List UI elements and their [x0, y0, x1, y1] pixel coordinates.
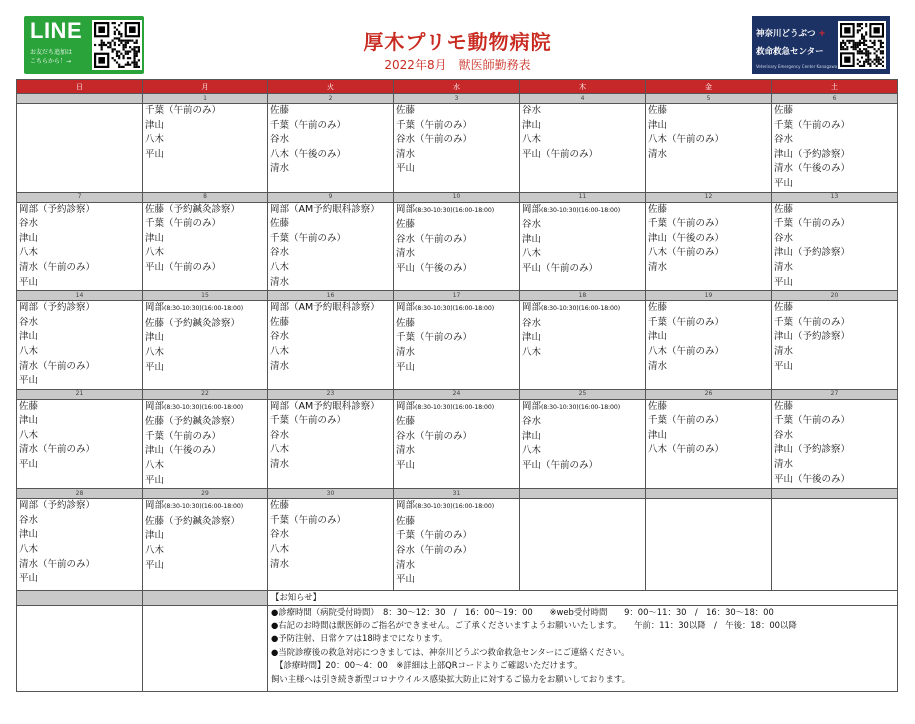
day-cell [143, 104, 268, 193]
staff-entry: 佐藤 [396, 416, 416, 428]
staff-entry: 平山 [396, 163, 416, 175]
staff-entry: 清水 [774, 345, 794, 357]
date-number: 7 [17, 192, 143, 202]
day-cell [394, 301, 520, 390]
staff-entry: 谷水 [270, 247, 290, 259]
staff-hours: (8:30-10:30)(16:00-18:00) [415, 503, 495, 511]
weekday-sat: 土 [772, 80, 898, 94]
staff-entry [396, 301, 517, 317]
staff-entry: 八木 [522, 248, 542, 260]
line-logo: LINE [30, 18, 83, 43]
day-cell [520, 499, 646, 591]
staff-entry: 佐藤（予約鍼灸診察） [145, 203, 241, 215]
staff-entry: 千葉（午前のみ） [270, 119, 347, 131]
staff-entry: 清水（午前のみ） [19, 261, 96, 273]
staff-entry: 平山 [774, 360, 794, 372]
staff-entry: 津山 [522, 430, 542, 442]
staff-hours: (8:30-10:30)(16:00-18:00) [415, 305, 495, 313]
date-number: 14 [17, 291, 143, 301]
staff-entry: 清水（午前のみ） [19, 444, 96, 456]
staff-entry: 平山（午後のみ） [774, 473, 851, 485]
line-banner[interactable] [24, 16, 144, 74]
staff-entry: 佐藤 [774, 302, 794, 314]
staff-entry: 佐藤 [774, 203, 794, 215]
week-schedule-row [17, 202, 898, 291]
date-number: 10 [394, 192, 520, 202]
staff-entry: 谷水 [522, 416, 542, 428]
staff-entry: 津山 [145, 232, 165, 244]
staff-entry: 谷水（午前のみ） [396, 430, 473, 442]
date-number [772, 489, 898, 499]
staff-entry: 谷水（午前のみ） [396, 134, 473, 146]
day-cell [143, 399, 268, 489]
staff-entry: 千葉（午前のみ） [396, 119, 473, 131]
staff-name: 岡部 [396, 400, 416, 412]
date-number: 17 [394, 291, 520, 301]
staff-hours: (8:30-10:30)(16:00-18:00) [164, 403, 244, 411]
date-number: 15 [143, 291, 268, 301]
staff-entry: 千葉（午前のみ） [648, 415, 725, 427]
day-cell [143, 499, 268, 591]
day-cell [772, 399, 898, 489]
weekday-sun: 日 [17, 80, 143, 94]
notice-title: 【お知らせ】 [268, 591, 898, 605]
staff-entry: 清水 [270, 459, 290, 471]
date-number: 24 [394, 389, 520, 399]
staff-entry: 津山（午後のみ） [648, 232, 725, 244]
staff-entry: 平山（午後のみ） [396, 262, 473, 274]
notice-line: 【診療時間】20：00～4：00 ※詳細は上部QRコードよりご確認いただけます。 [271, 660, 583, 671]
staff-entry: 平山 [19, 459, 39, 471]
staff-entry: 津山 [145, 530, 165, 542]
staff-entry: 八木 [145, 346, 165, 358]
date-number: 5 [646, 94, 772, 104]
date-number [17, 94, 143, 104]
date-number: 29 [143, 489, 268, 499]
staff-entry: 清水 [270, 276, 290, 288]
staff-entry: 八木 [145, 134, 165, 146]
date-number-row [17, 94, 898, 104]
date-number: 6 [772, 94, 898, 104]
staff-entry: 谷水 [19, 316, 39, 328]
blank-cell [17, 605, 143, 691]
staff-entry: 平山（午前のみ） [522, 148, 599, 160]
staff-entry: 八木 [19, 345, 39, 357]
staff-entry: 平山（午前のみ） [145, 261, 222, 273]
staff-entry: 谷水 [19, 514, 39, 526]
staff-entry: 谷水 [270, 429, 290, 441]
day-cell [143, 301, 268, 390]
day-cell [646, 202, 772, 291]
staff-entry: 清水 [774, 261, 794, 273]
staff-entry: 平山 [774, 276, 794, 288]
staff-entry: 清水 [648, 148, 668, 160]
day-cell [646, 399, 772, 489]
staff-entry: 津山 [19, 331, 39, 343]
date-number: 13 [772, 192, 898, 202]
date-number: 21 [17, 389, 143, 399]
notice-line: ●診療時間（病院受付時間） 8：30～12：30 / 16：00～19：00 ※web受付時間 9：00～11：30 / 16：30～18：00 [271, 606, 774, 617]
line-qr-code[interactable] [92, 20, 142, 70]
staff-entry: 千葉（午前のみ） [774, 119, 851, 131]
staff-entry: 津山（予約診察） [774, 148, 851, 160]
staff-entry: 千葉（午前のみ） [145, 430, 222, 442]
day-cell [394, 202, 520, 291]
staff-name: 岡部 [396, 500, 416, 512]
staff-entry: 津山 [19, 232, 39, 244]
date-number: 8 [143, 192, 268, 202]
staff-entry: 八木 [145, 247, 165, 259]
notice-header-row [17, 591, 898, 605]
staff-entry: 佐藤 [774, 400, 794, 412]
staff-entry: 岡部（AM予約眼科診察） [270, 302, 380, 314]
staff-entry: 平山 [145, 148, 165, 160]
staff-entry: 谷水 [270, 134, 290, 146]
staff-name: 岡部 [396, 302, 416, 314]
staff-entry: 清水 [396, 445, 416, 457]
blank-cell [143, 591, 268, 605]
staff-entry: 千葉（午前のみ） [145, 218, 222, 230]
day-cell [143, 202, 268, 291]
date-number: 3 [394, 94, 520, 104]
page-subtitle: 2022年8月 獣医師勤務表 [384, 58, 531, 72]
staff-entry: 平山（午前のみ） [522, 262, 599, 274]
emergency-qr-code[interactable] [838, 21, 886, 69]
staff-entry: 清水 [396, 559, 416, 571]
staff-entry: 岡部（予約診察） [19, 302, 96, 314]
blank-cell [17, 591, 143, 605]
notice-row [17, 605, 898, 691]
staff-entry [145, 400, 265, 416]
staff-entry: 八木 [270, 444, 290, 456]
staff-entry: 八木 [19, 429, 39, 441]
date-number: 1 [143, 94, 268, 104]
date-number: 2 [268, 94, 394, 104]
staff-entry: 佐藤 [396, 317, 416, 329]
date-number: 19 [646, 291, 772, 301]
notice-line: ●予防注射、日常ケアは18時までになります。 [271, 633, 448, 644]
staff-entry: 平山 [145, 474, 165, 486]
week-schedule-row [17, 301, 898, 390]
staff-entry: 佐藤 [648, 302, 668, 314]
staff-entry [145, 301, 265, 317]
date-number-row [17, 192, 898, 202]
staff-entry: 谷水（午前のみ） [396, 233, 473, 245]
staff-entry: 清水 [270, 558, 290, 570]
staff-entry: 谷水 [19, 218, 39, 230]
date-number: 20 [772, 291, 898, 301]
staff-entry: 清水 [648, 261, 668, 273]
staff-entry: 佐藤 [270, 316, 290, 328]
line-caption: お友だち追加は こちらから！→ [30, 49, 73, 65]
staff-entry: 千葉（午前のみ） [396, 530, 473, 542]
date-number: 4 [520, 94, 646, 104]
staff-entry: 佐藤 [774, 105, 794, 116]
staff-entry: 津山 [19, 529, 39, 541]
week-schedule-row [17, 399, 898, 489]
notice-line: ●当院診療後の救急対応につきましては、神奈川どうぶつ救命救急センターにご連絡ください。 [271, 646, 630, 657]
staff-entry: 八木 [270, 544, 290, 556]
staff-entry: 八木（午後のみ） [270, 148, 347, 160]
staff-entry: 清水（午前のみ） [19, 360, 96, 372]
staff-entry: 津山（予約診察） [774, 331, 851, 343]
staff-entry: 佐藤 [270, 105, 290, 116]
staff-entry [396, 400, 517, 416]
staff-entry: 八木 [522, 134, 542, 146]
emergency-center-english: Veterinary Emergency Center Kanagawa [756, 64, 838, 69]
date-number: 22 [143, 389, 268, 399]
day-cell [268, 499, 394, 591]
staff-entry: 平山 [145, 559, 165, 571]
staff-entry [522, 400, 643, 416]
staff-entry: 谷水 [270, 529, 290, 541]
staff-entry: 佐藤（予約鍼灸診察） [145, 317, 241, 329]
day-cell [772, 301, 898, 390]
staff-entry: 佐藤 [19, 400, 39, 412]
staff-entry: 佐藤 [648, 400, 668, 412]
day-cell [268, 202, 394, 291]
day-cell [17, 301, 143, 390]
staff-entry: 八木（午前のみ） [648, 134, 725, 146]
day-cell [17, 104, 143, 193]
staff-hours: (8:30-10:30)(16:00-18:00) [164, 503, 244, 511]
staff-entry: 千葉（午前のみ） [774, 218, 851, 230]
day-cell [646, 104, 772, 193]
date-number: 30 [268, 489, 394, 499]
staff-entry: 清水 [270, 163, 290, 175]
staff-name: 岡部 [522, 302, 542, 314]
weekday-fri: 金 [646, 80, 772, 94]
staff-entry: 津山 [19, 415, 39, 427]
staff-entry: 清水（午前のみ） [19, 558, 96, 570]
staff-entry: 佐藤 [648, 203, 668, 215]
staff-entry: 平山 [19, 375, 39, 387]
day-cell [520, 399, 646, 489]
staff-entry: 八木（午前のみ） [648, 345, 725, 357]
staff-entry: 清水 [774, 459, 794, 471]
staff-entry [396, 203, 517, 219]
staff-entry: 平山 [396, 361, 416, 373]
staff-entry: 清水 [648, 360, 668, 372]
day-cell [772, 499, 898, 591]
staff-entry: 八木（午前のみ） [648, 247, 725, 259]
schedule-calendar [16, 79, 898, 692]
notice-line: ●右記のお時間は獣医師のご指名ができません。ご了承くださいますようお願いいたします。 午前：11：30以降 / 午後：18：00以降 [271, 620, 797, 631]
staff-entry: 津山（予約診察） [774, 444, 851, 456]
day-cell [268, 399, 394, 489]
staff-entry: 谷水 [522, 317, 542, 329]
day-cell [772, 202, 898, 291]
blank-cell [143, 605, 268, 691]
staff-entry: 谷水（午前のみ） [396, 545, 473, 557]
date-number: 26 [646, 389, 772, 399]
day-cell [17, 499, 143, 591]
staff-entry: 清水 [396, 148, 416, 160]
week-schedule-row [17, 499, 898, 591]
day-cell [520, 202, 646, 291]
day-cell [394, 399, 520, 489]
date-number: 16 [268, 291, 394, 301]
day-cell [520, 301, 646, 390]
staff-entry: 清水 [396, 346, 416, 358]
staff-hours: (8:30-10:30)(16:00-18:00) [164, 305, 244, 313]
date-number-row [17, 291, 898, 301]
staff-entry: 千葉（午前のみ） [396, 332, 473, 344]
staff-entry: 谷水 [270, 331, 290, 343]
staff-entry: 佐藤 [648, 105, 668, 116]
staff-entry [522, 301, 643, 317]
day-cell [646, 301, 772, 390]
emergency-center-banner[interactable] [752, 16, 890, 74]
staff-entry: 千葉（午前のみ） [774, 415, 851, 427]
staff-entry [145, 499, 265, 515]
date-number-row [17, 389, 898, 399]
staff-entry: 津山 [648, 331, 668, 343]
date-number: 31 [394, 489, 520, 499]
staff-entry: 佐藤（予約鍼灸診察） [145, 416, 241, 428]
staff-entry: 佐藤 [396, 105, 416, 116]
staff-entry: 佐藤 [270, 500, 290, 512]
staff-entry: 八木 [270, 345, 290, 357]
emergency-center-name-line1: 神奈川どうぶつ + [756, 29, 826, 39]
staff-name: 岡部 [522, 203, 542, 215]
staff-entry: 八木 [145, 545, 165, 557]
day-cell [520, 104, 646, 193]
date-number: 12 [646, 192, 772, 202]
staff-entry: 津山 [522, 233, 542, 245]
staff-entry: 平山 [774, 177, 794, 189]
staff-entry: 津山（予約診察） [774, 247, 851, 259]
staff-entry: 岡部（予約診察） [19, 203, 96, 215]
staff-name: 岡部 [145, 500, 165, 512]
staff-name: 岡部 [145, 302, 165, 314]
staff-hours: (8:30-10:30)(16:00-18:00) [541, 403, 621, 411]
staff-entry: 谷水 [774, 429, 794, 441]
staff-entry: 千葉（午前のみ） [270, 514, 347, 526]
staff-entry: 平山 [19, 573, 39, 585]
cross-icon: + [818, 29, 826, 39]
staff-entry: 佐藤 [270, 218, 290, 230]
staff-entry: 岡部（AM予約眼科診察） [270, 203, 380, 215]
staff-entry: 清水 [270, 360, 290, 372]
staff-entry: 千葉（午前のみ） [145, 105, 222, 116]
weekday-wed: 水 [394, 80, 520, 94]
staff-entry: 清水（午後のみ） [774, 163, 851, 175]
date-number: 23 [268, 389, 394, 399]
week-schedule-row [17, 104, 898, 193]
staff-entry: 谷水 [522, 219, 542, 231]
notice-line: 飼い主様へは引き続き新型コロナウイルス感染拡大防止に対するご協力をお願いしております。 [271, 673, 630, 684]
date-number: 28 [17, 489, 143, 499]
staff-entry: 千葉（午前のみ） [648, 218, 725, 230]
staff-entry: 谷水 [774, 134, 794, 146]
staff-entry: 津山（午後のみ） [145, 445, 222, 457]
weekday-mon: 月 [143, 80, 268, 94]
staff-name: 岡部 [396, 203, 416, 215]
staff-entry: 千葉（午前のみ） [648, 316, 725, 328]
day-cell [646, 499, 772, 591]
date-number: 25 [520, 389, 646, 399]
page-title: 厚木プリモ動物病院 [363, 30, 552, 54]
staff-hours: (8:30-10:30)(16:00-18:00) [415, 206, 495, 214]
day-cell [394, 104, 520, 193]
staff-entry: 平山 [396, 574, 416, 586]
staff-entry: 平山 [145, 361, 165, 373]
staff-entry: 津山 [648, 429, 668, 441]
staff-entry: 八木 [270, 261, 290, 273]
staff-entry: 平山（午前のみ） [522, 460, 599, 472]
staff-name: 岡部 [522, 400, 542, 412]
staff-entry [396, 499, 517, 515]
staff-entry: 平山 [19, 276, 39, 288]
date-number [520, 489, 646, 499]
day-cell [394, 499, 520, 591]
staff-entry: 岡部（予約診察） [19, 500, 96, 512]
staff-entry: 八木 [19, 247, 39, 259]
staff-entry: 清水 [396, 248, 416, 260]
staff-entry: 千葉（午前のみ） [270, 232, 347, 244]
staff-entry [522, 203, 643, 219]
staff-entry: 谷水 [774, 232, 794, 244]
staff-entry: 津山 [522, 332, 542, 344]
staff-hours: (8:30-10:30)(16:00-18:00) [541, 206, 621, 214]
staff-entry: 谷水 [522, 105, 542, 116]
staff-entry: 津山 [522, 119, 542, 131]
staff-entry: 津山 [145, 119, 165, 131]
staff-entry: 八木 [522, 445, 542, 457]
staff-entry: 千葉（午前のみ） [270, 415, 347, 427]
staff-entry: 八木 [145, 460, 165, 472]
staff-hours: (8:30-10:30)(16:00-18:00) [541, 305, 621, 313]
staff-entry: 津山 [648, 119, 668, 131]
staff-entry: 千葉（午前のみ） [774, 316, 851, 328]
staff-name: 岡部 [145, 400, 165, 412]
staff-entry: 佐藤 [396, 515, 416, 527]
date-number: 18 [520, 291, 646, 301]
date-number: 9 [268, 192, 394, 202]
weekday-tue: 火 [268, 80, 394, 94]
staff-entry: 佐藤（予約鍼灸診察） [145, 515, 241, 527]
day-cell [17, 202, 143, 291]
date-number-row [17, 489, 898, 499]
staff-entry: 八木 [19, 544, 39, 556]
staff-entry: 八木（午前のみ） [648, 444, 725, 456]
weekday-header-row [17, 80, 898, 94]
staff-entry: 八木 [522, 346, 542, 358]
emergency-center-name-line2: 救命救急センター [756, 47, 824, 57]
day-cell [268, 301, 394, 390]
day-cell [772, 104, 898, 193]
date-number: 27 [772, 389, 898, 399]
staff-entry: 佐藤 [396, 219, 416, 231]
day-cell [17, 399, 143, 489]
staff-entry: 岡部（AM予約眼科診察） [270, 400, 380, 412]
staff-entry: 津山 [145, 332, 165, 344]
staff-hours: (8:30-10:30)(16:00-18:00) [415, 403, 495, 411]
date-number [646, 489, 772, 499]
date-number: 11 [520, 192, 646, 202]
staff-entry: 平山 [396, 460, 416, 472]
day-cell [268, 104, 394, 193]
weekday-thu: 木 [520, 80, 646, 94]
notice-box [268, 605, 898, 691]
